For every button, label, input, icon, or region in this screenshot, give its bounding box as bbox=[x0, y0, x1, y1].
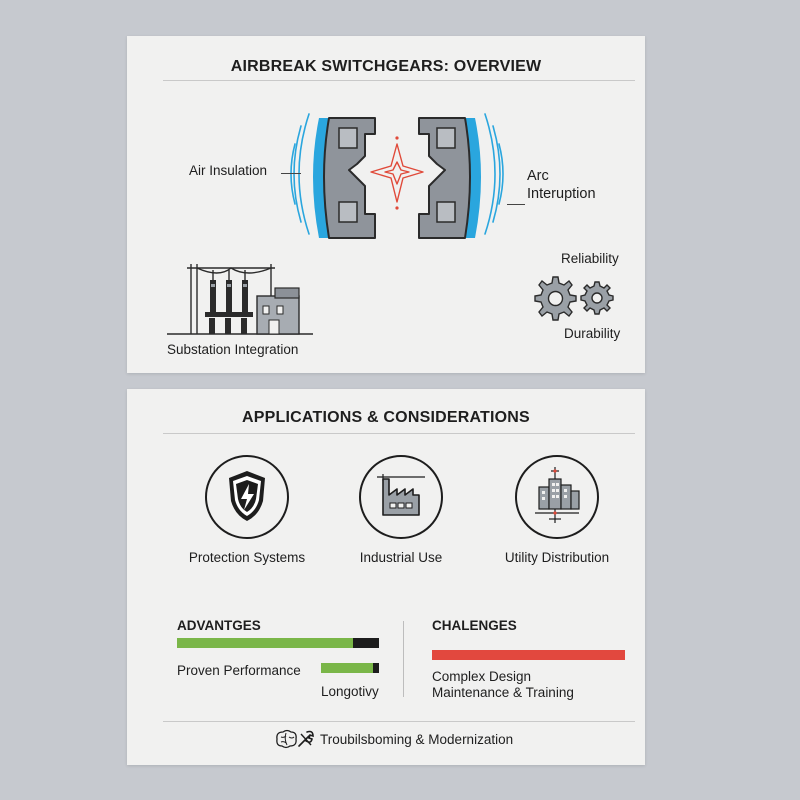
challenges-title: CHALENGES bbox=[432, 618, 517, 633]
hub-label-utility: Utility Distribution bbox=[504, 550, 610, 565]
hub-label-protection: Protection Systems bbox=[188, 550, 306, 565]
city-grid-icon bbox=[517, 457, 597, 537]
air-insulation-leader bbox=[281, 173, 301, 174]
footer-label: Troubilsboming & Modernization bbox=[320, 732, 514, 747]
challenge-item-1: Complex Design bbox=[432, 669, 532, 684]
substation-label: Substation Integration bbox=[167, 342, 299, 357]
switchgear-contacts-illustration bbox=[287, 104, 507, 254]
factory-icon bbox=[361, 457, 441, 537]
title-divider bbox=[163, 80, 635, 81]
utility-hub bbox=[515, 455, 599, 539]
brain-wrench-icon bbox=[273, 728, 317, 750]
advantage-item-1: Proven Performance bbox=[177, 663, 301, 678]
air-insulation-label: Air Insulation bbox=[189, 163, 268, 178]
durability-label: Durability bbox=[564, 326, 621, 341]
shield-bolt-icon bbox=[207, 457, 287, 537]
footer-divider bbox=[163, 721, 635, 722]
advantage-bar-2-fill bbox=[321, 663, 373, 673]
overview-card bbox=[127, 36, 645, 373]
hub-label-industrial: Industrial Use bbox=[359, 550, 443, 565]
advantage-bar-1-track bbox=[177, 638, 379, 648]
arc-interruption-label-line1: Arc bbox=[527, 168, 549, 184]
advantage-item-2: Longotivy bbox=[321, 684, 379, 699]
applications-divider bbox=[163, 433, 635, 434]
substation-icon bbox=[165, 258, 315, 338]
challenge-item-2: Maintenance & Training bbox=[432, 685, 574, 700]
advantage-bar-2-track bbox=[321, 663, 379, 673]
applications-title: APPLICATIONS & CONSIDERATIONS bbox=[242, 409, 530, 426]
challenge-bar bbox=[432, 650, 625, 660]
arc-leader bbox=[507, 204, 525, 205]
advantages-title: ADVANTGES bbox=[177, 618, 261, 633]
industrial-hub bbox=[359, 455, 443, 539]
arc-interruption-label-line2: Interuption bbox=[527, 186, 596, 202]
overview-title: AIRBREAK SWITCHGEARS: OVERVIEW bbox=[230, 58, 542, 75]
gears-icon bbox=[529, 272, 621, 326]
applications-card bbox=[127, 389, 645, 765]
section-divider bbox=[403, 621, 404, 697]
protection-hub bbox=[205, 455, 289, 539]
advantage-bar-1-fill bbox=[177, 638, 353, 648]
reliability-label: Reliability bbox=[561, 251, 619, 266]
